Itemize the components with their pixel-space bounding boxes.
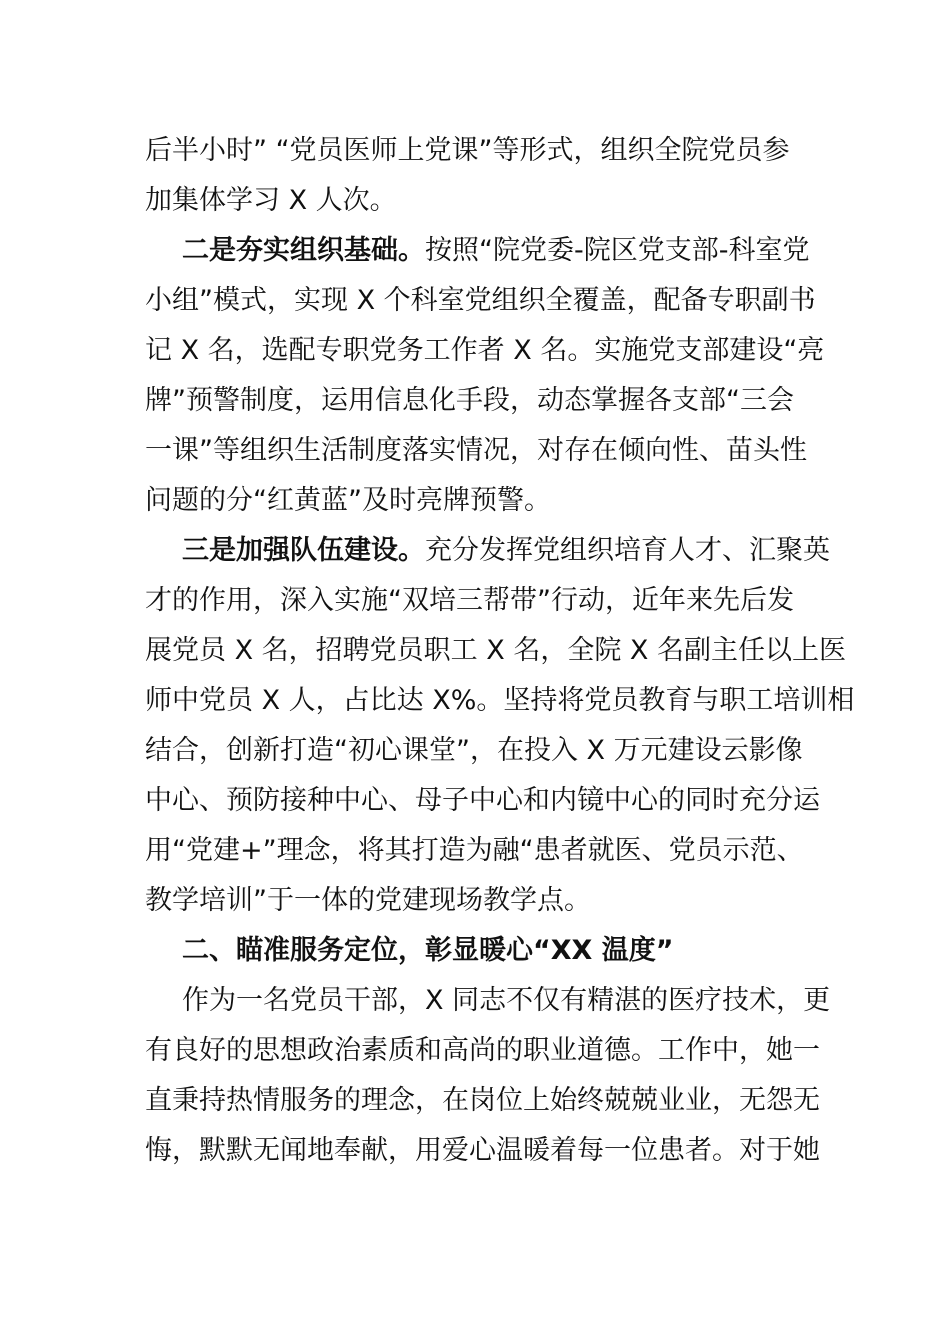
text-line: 牌”预警制度，运用信息化手段，动态掌握各支部“三会	[145, 385, 794, 416]
text-line: 记 X 名，选配专职党务工作者 X 名。实施党支部建设“亮	[145, 335, 825, 366]
text-line: 用“党建+”理念，将其打造为融“患者就医、党员示范、	[145, 835, 804, 866]
text-line: 作为一名党员干部，X 同志不仅有精湛的医疗技术，更	[182, 985, 831, 1016]
text-line: 一课”等组织生活制度落实情况，对存在倾向性、苗头性	[145, 435, 807, 466]
text-line: 小组”模式，实现 X 个科室党组织全覆盖，配备专职副书	[145, 285, 816, 316]
paragraph-lead-heading: 三是加强队伍建设。	[182, 535, 425, 566]
text-line: 展党员 X 名，招聘党员职工 X 名，全院 X 名副主任以上医	[145, 635, 846, 666]
paragraph-text: 按照“院党委-院区党支部-科室党	[425, 235, 810, 266]
text-line: 加集体学习 X 人次。	[145, 185, 397, 216]
paragraph-line	[182, 526, 830, 576]
text-line: 后半小时” “党员医师上党课”等形式，组织全院党员参	[145, 135, 790, 166]
text-line: 才的作用，深入实施“双培三帮带”行动，近年来先后发	[145, 585, 794, 616]
section-heading: 二、瞄准服务定位，彰显暖心“XX 温度”	[182, 935, 674, 966]
paragraph-lead-heading: 二是夯实组织基础。	[182, 235, 425, 266]
text-line: 中心、预防接种中心、母子中心和内镜中心的同时充分运	[145, 785, 820, 816]
text-line: 直秉持热情服务的理念，在岗位上始终兢兢业业，无怨无	[145, 1085, 820, 1116]
text-line: 师中党员 X 人，占比达 X%。坚持将党员教育与职工培训相	[145, 685, 855, 716]
text-line: 悔，默默无闻地奉献，用爱心温暖着每一位患者。对于她	[145, 1135, 820, 1166]
text-line: 结合，创新打造“初心课堂”，在投入 X 万元建设云影像	[145, 735, 803, 766]
paragraph-text: 充分发挥党组织培育人才、汇聚英	[425, 535, 830, 566]
text-line: 有良好的思想政治素质和高尚的职业道德。工作中，她一	[145, 1035, 820, 1066]
paragraph-line	[182, 226, 809, 276]
text-line: 教学培训”于一体的党建现场教学点。	[145, 885, 591, 916]
text-line: 问题的分“红黄蓝”及时亮牌预警。	[145, 485, 551, 516]
